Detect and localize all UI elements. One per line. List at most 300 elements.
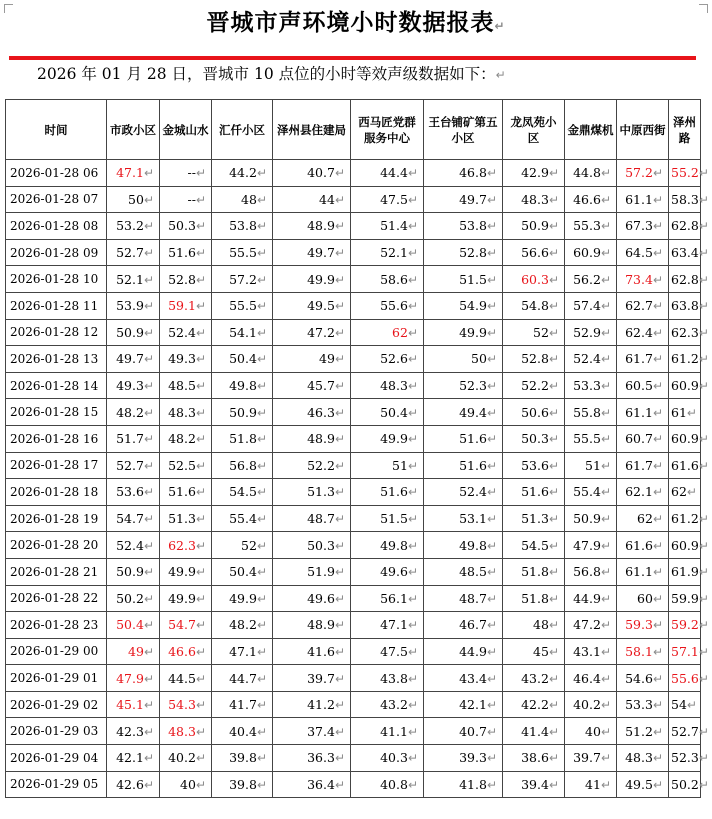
paragraph-mark-icon: ↵ (407, 671, 418, 686)
cell-value: 48.3 (625, 750, 653, 766)
header-site: 王台铺矿第五小区 (424, 100, 503, 160)
cell-value: 41.7 (229, 697, 257, 713)
paragraph-mark-icon: ↵ (407, 512, 418, 527)
value-cell (107, 266, 160, 293)
cell-value: 50.3 (307, 537, 335, 553)
paragraph-mark-icon: ↵ (600, 565, 611, 580)
cell-value: 50.9 (229, 404, 257, 420)
value-cell (565, 160, 617, 187)
value-cell (503, 638, 565, 665)
value-cell (669, 452, 709, 479)
value-cell (617, 425, 669, 452)
table-row (6, 186, 701, 213)
paragraph-mark-icon: ↵ (334, 352, 345, 367)
paragraph-mark-icon: ↵ (256, 352, 267, 367)
value-cell (351, 213, 424, 240)
header-site: 泽州县住建局 (273, 100, 351, 160)
paragraph-mark-icon: ↵ (334, 777, 345, 792)
table-row (6, 558, 701, 585)
cell-value: 48.7 (307, 511, 335, 527)
value-cell (503, 558, 565, 585)
cell-value: 53.6 (116, 484, 144, 500)
paragraph-mark-icon: ↵ (407, 591, 418, 606)
value-cell (565, 239, 617, 266)
title-divider (9, 56, 696, 60)
value-cell (351, 745, 424, 772)
paragraph-mark-icon: ↵ (548, 432, 559, 447)
value-cell (424, 319, 503, 346)
value-cell (212, 771, 273, 798)
cell-value: 48.3 (168, 723, 196, 739)
paragraph-mark-icon: ↵ (334, 512, 345, 527)
cell-value: 54.7 (168, 617, 196, 633)
value-cell (273, 665, 351, 692)
paragraph-mark-icon: ↵ (600, 777, 611, 792)
value-cell (212, 372, 273, 399)
cell-value: 40.7 (307, 165, 335, 181)
value-cell (669, 239, 709, 266)
value-cell (160, 292, 212, 319)
cell-value: 59.1 (168, 298, 196, 314)
value-cell (565, 346, 617, 373)
cell-value: 36.4 (307, 776, 335, 792)
cell-value: 63.8 (671, 298, 699, 314)
paragraph-mark-icon: ↵ (143, 219, 154, 234)
cell-value: 49.3 (116, 378, 144, 394)
cell-value: 61.2 (671, 351, 699, 367)
value-cell (212, 505, 273, 532)
paragraph-mark-icon: ↵ (195, 565, 206, 580)
value-cell (107, 665, 160, 692)
paragraph-mark-icon: ↵ (334, 671, 345, 686)
paragraph-mark-icon: ↵ (652, 698, 663, 713)
table-header-row (6, 100, 701, 160)
paragraph-mark-icon: ↵ (486, 432, 497, 447)
cell-value: 40.7 (459, 723, 487, 739)
cell-value: 49.9 (168, 564, 196, 580)
value-cell (503, 239, 565, 266)
value-cell (617, 691, 669, 718)
value-cell (669, 612, 709, 639)
cell-value: 48.3 (521, 191, 549, 207)
row-time-cell: 2026-01-28 08 (6, 213, 107, 240)
value-cell (617, 213, 669, 240)
paragraph-mark-icon: ↵ (698, 325, 709, 340)
cell-value: 45.7 (307, 378, 335, 394)
table-row (6, 399, 701, 426)
value-cell (565, 266, 617, 293)
paragraph-mark-icon: ↵ (334, 246, 345, 261)
paragraph-mark-icon: ↵ (548, 246, 559, 261)
value-cell (617, 479, 669, 506)
paragraph-mark-icon: ↵ (195, 751, 206, 766)
paragraph-mark-icon: ↵ (334, 405, 345, 420)
paragraph-mark-icon: ↵ (407, 405, 418, 420)
paragraph-mark-icon: ↵ (600, 618, 611, 633)
paragraph-mark-icon: ↵ (486, 219, 497, 234)
value-cell (617, 745, 669, 772)
paragraph-mark-icon: ↵ (698, 512, 709, 527)
header-site: 中原西街 (617, 100, 669, 160)
cell-value: 52.8 (168, 271, 196, 287)
cell-value: 39.7 (307, 670, 335, 686)
cell-value: 49.6 (307, 590, 335, 606)
cell-value: 52.4 (459, 484, 487, 500)
value-cell (565, 452, 617, 479)
cell-value: 45.1 (116, 697, 144, 713)
cell-value: 44.9 (573, 590, 601, 606)
cell-value: 62.1 (625, 484, 653, 500)
cell-value: 44.4 (380, 165, 408, 181)
cell-value: 50.9 (521, 218, 549, 234)
value-cell (212, 691, 273, 718)
paragraph-mark-icon: ↵ (407, 219, 418, 234)
cell-value: 51.8 (229, 431, 257, 447)
cell-value: 46.6 (573, 191, 601, 207)
cell-value: 44.5 (168, 670, 196, 686)
paragraph-mark-icon: ↵ (486, 325, 497, 340)
value-cell (503, 612, 565, 639)
value-cell (273, 718, 351, 745)
cell-value: 51.3 (307, 484, 335, 500)
header-site: 金鼎煤机 (565, 100, 617, 160)
value-cell (617, 319, 669, 346)
paragraph-mark-icon: ↵ (256, 644, 267, 659)
value-cell (273, 186, 351, 213)
paragraph-mark-icon: ↵ (686, 698, 697, 713)
cell-value: 45 (533, 643, 549, 659)
paragraph-mark-icon: ↵ (407, 724, 418, 739)
cell-value: 54.7 (116, 511, 144, 527)
paragraph-mark-icon: ↵ (256, 405, 267, 420)
paragraph-mark-icon: ↵ (548, 325, 559, 340)
value-cell (424, 718, 503, 745)
paragraph-mark-icon: ↵ (334, 538, 345, 553)
value-cell (107, 745, 160, 772)
paragraph-mark-icon: ↵ (334, 724, 345, 739)
cell-value: 39.7 (573, 750, 601, 766)
cell-value: 54.1 (229, 324, 257, 340)
cell-value: 47.5 (380, 191, 408, 207)
value-cell (160, 186, 212, 213)
value-cell (503, 160, 565, 187)
header-site: 龙凤苑小区 (503, 100, 565, 160)
cell-value: 60.7 (625, 431, 653, 447)
paragraph-mark-icon: ↵ (256, 777, 267, 792)
paragraph-mark-icon: ↵ (652, 379, 663, 394)
paragraph-mark-icon: ↵ (256, 272, 267, 287)
paragraph-mark-icon: ↵ (652, 644, 663, 659)
paragraph-mark-icon: ↵ (652, 352, 663, 367)
cell-value: 46.6 (168, 643, 196, 659)
row-time-cell: 2026-01-29 01 (6, 665, 107, 692)
paragraph-mark-icon: ↵ (143, 192, 154, 207)
cell-value: 38.6 (521, 750, 549, 766)
value-cell (565, 213, 617, 240)
value-cell (617, 532, 669, 559)
value-cell (617, 346, 669, 373)
value-cell (503, 292, 565, 319)
paragraph-mark-icon: ↵ (195, 299, 206, 314)
cell-value: 55.5 (573, 431, 601, 447)
paragraph-mark-icon: ↵ (652, 538, 663, 553)
value-cell (565, 425, 617, 452)
paragraph-mark-icon: ↵ (652, 166, 663, 181)
table-row (6, 452, 701, 479)
value-cell (212, 425, 273, 452)
value-cell (351, 239, 424, 266)
paragraph-mark-icon: ↵ (698, 432, 709, 447)
value-cell (565, 319, 617, 346)
paragraph-mark-icon: ↵ (652, 512, 663, 527)
paragraph-mark-icon: ↵ (698, 644, 709, 659)
paragraph-mark-icon: ↵ (407, 777, 418, 792)
paragraph-mark-icon: ↵ (195, 538, 206, 553)
value-cell (160, 612, 212, 639)
value-cell (565, 771, 617, 798)
cell-value: 60.5 (625, 378, 653, 394)
cell-value: 52.7 (671, 723, 699, 739)
paragraph-mark-icon: ↵ (407, 565, 418, 580)
value-cell (107, 532, 160, 559)
value-cell (107, 612, 160, 639)
paragraph-mark-icon: ↵ (143, 166, 154, 181)
cell-value: 53.2 (116, 218, 144, 234)
paragraph-mark-icon: ↵ (143, 698, 154, 713)
cell-value: 62 (671, 484, 687, 500)
cell-value: 53.3 (625, 697, 653, 713)
cell-value: 52.7 (116, 457, 144, 473)
table-row (6, 612, 701, 639)
cell-value: 42.9 (521, 165, 549, 181)
paragraph-mark-icon: ↵ (600, 219, 611, 234)
paragraph-mark-icon: ↵ (548, 618, 559, 633)
cell-value: 40 (585, 723, 601, 739)
paragraph-mark-icon: ↵ (698, 751, 709, 766)
paragraph-mark-icon: ↵ (486, 166, 497, 181)
table-row (6, 292, 701, 319)
paragraph-mark-icon: ↵ (548, 458, 559, 473)
table-row (6, 638, 701, 665)
value-cell (669, 532, 709, 559)
cell-value: 40 (180, 776, 196, 792)
paragraph-mark-icon: ↵ (256, 565, 267, 580)
cell-value: 50.4 (380, 404, 408, 420)
value-cell (212, 346, 273, 373)
paragraph-mark-icon: ↵ (698, 777, 709, 792)
paragraph-mark-icon: ↵ (600, 192, 611, 207)
value-cell (273, 745, 351, 772)
value-cell (273, 585, 351, 612)
table-row (6, 319, 701, 346)
row-time-cell: 2026-01-28 23 (6, 612, 107, 639)
cell-value: 50.6 (521, 404, 549, 420)
paragraph-mark-icon: ↵ (600, 246, 611, 261)
value-cell (212, 186, 273, 213)
cell-value: 53.3 (573, 378, 601, 394)
paragraph-mark-icon: ↵ (652, 591, 663, 606)
paragraph-mark-icon: ↵ (548, 405, 559, 420)
value-cell (273, 479, 351, 506)
value-cell (503, 771, 565, 798)
paragraph-mark-icon: ↵ (652, 724, 663, 739)
paragraph-mark-icon: ↵ (195, 618, 206, 633)
value-cell (424, 505, 503, 532)
header-site: 市政小区 (107, 100, 160, 160)
value-cell (273, 425, 351, 452)
value-cell (503, 266, 565, 293)
value-cell (617, 718, 669, 745)
paragraph-mark-icon: ↵ (195, 219, 206, 234)
paragraph-mark-icon: ↵ (652, 485, 663, 500)
cell-value: 48.3 (168, 404, 196, 420)
cell-value: 51.3 (168, 511, 196, 527)
value-cell (107, 479, 160, 506)
value-cell (351, 558, 424, 585)
paragraph-mark-icon: ↵ (548, 272, 559, 287)
value-cell (565, 558, 617, 585)
table-row (6, 532, 701, 559)
cell-value: 49.9 (307, 271, 335, 287)
cell-value: 47.5 (380, 643, 408, 659)
value-cell (669, 505, 709, 532)
value-cell (351, 505, 424, 532)
cell-value: 55.5 (229, 298, 257, 314)
cell-value: 60.9 (573, 245, 601, 261)
paragraph-mark-icon: ↵ (407, 272, 418, 287)
value-cell (351, 292, 424, 319)
value-cell (273, 638, 351, 665)
cell-value: 51.8 (521, 590, 549, 606)
paragraph-mark-icon: ↵ (486, 618, 497, 633)
paragraph-mark-icon: ↵ (698, 379, 709, 394)
value-cell (107, 372, 160, 399)
cell-value: 41.2 (307, 697, 335, 713)
value-cell (160, 452, 212, 479)
cell-value: 52 (241, 537, 257, 553)
paragraph-mark-icon: ↵ (256, 724, 267, 739)
paragraph-mark-icon: ↵ (600, 272, 611, 287)
paragraph-mark-icon: ↵ (256, 698, 267, 713)
paragraph-mark-icon: ↵ (686, 485, 697, 500)
value-cell (669, 186, 709, 213)
table-row (6, 585, 701, 612)
cell-value: 41.6 (307, 643, 335, 659)
value-cell (107, 558, 160, 585)
cell-value: 40.4 (229, 723, 257, 739)
value-cell (351, 479, 424, 506)
cell-value: 50.9 (116, 324, 144, 340)
value-cell (160, 771, 212, 798)
table-row (6, 160, 701, 187)
paragraph-mark-icon: ↵ (407, 644, 418, 659)
paragraph-mark-icon: ↵ (600, 432, 611, 447)
paragraph-mark-icon: ↵ (486, 591, 497, 606)
value-cell (503, 718, 565, 745)
paragraph-mark-icon: ↵ (548, 724, 559, 739)
cell-value: 60.9 (671, 378, 699, 394)
cell-value: 49.5 (625, 776, 653, 792)
value-cell (669, 319, 709, 346)
value-cell (273, 691, 351, 718)
paragraph-mark-icon: ↵ (698, 591, 709, 606)
paragraph-mark-icon: ↵ (334, 485, 345, 500)
paragraph-mark-icon: ↵ (486, 458, 497, 473)
paragraph-mark-icon: ↵ (256, 246, 267, 261)
cell-value: 56.6 (521, 245, 549, 261)
paragraph-mark-icon: ↵ (334, 458, 345, 473)
value-cell (273, 399, 351, 426)
paragraph-mark-icon: ↵ (698, 192, 709, 207)
value-cell (273, 372, 351, 399)
cell-value: 43.4 (459, 670, 487, 686)
value-cell (503, 372, 565, 399)
table-row (6, 372, 701, 399)
paragraph-mark-icon: ↵ (256, 538, 267, 553)
paragraph-mark-icon: ↵ (334, 618, 345, 633)
value-cell (503, 319, 565, 346)
cell-value: 49.8 (380, 537, 408, 553)
value-cell (351, 266, 424, 293)
value-cell (160, 745, 212, 772)
paragraph-mark-icon: ↵ (652, 458, 663, 473)
paragraph-mark-icon: ↵ (195, 432, 206, 447)
paragraph-mark-icon: ↵ (195, 777, 206, 792)
paragraph-mark-icon: ↵ (407, 698, 418, 713)
row-time-cell: 2026-01-28 21 (6, 558, 107, 585)
value-cell (160, 266, 212, 293)
value-cell (212, 638, 273, 665)
cell-value: 57.1 (671, 643, 699, 659)
value-cell (617, 399, 669, 426)
paragraph-mark-icon: ↵ (143, 485, 154, 500)
cell-value: 42.3 (116, 723, 144, 739)
cell-value: 51.6 (459, 457, 487, 473)
paragraph-mark-icon: ↵ (600, 751, 611, 766)
value-cell (107, 718, 160, 745)
value-cell (160, 213, 212, 240)
value-cell (273, 532, 351, 559)
paragraph-mark-icon: ↵ (486, 379, 497, 394)
paragraph-mark-icon: ↵ (334, 565, 345, 580)
cell-value: 47.1 (380, 617, 408, 633)
value-cell (503, 213, 565, 240)
paragraph-mark-icon: ↵ (486, 272, 497, 287)
cell-value: 51.6 (521, 484, 549, 500)
paragraph-mark-icon: ↵ (698, 352, 709, 367)
cell-value: 55.6 (671, 670, 699, 686)
value-cell (212, 319, 273, 346)
value-cell (617, 452, 669, 479)
paragraph-mark-icon: ↵ (698, 458, 709, 473)
cell-value: 48.7 (459, 590, 487, 606)
cell-value: 55.5 (229, 245, 257, 261)
paragraph-mark-icon: ↵ (334, 272, 345, 287)
value-cell (565, 691, 617, 718)
paragraph-mark-icon: ↵ (256, 219, 267, 234)
value-cell (565, 186, 617, 213)
value-cell (351, 532, 424, 559)
cell-value: 55.6 (380, 298, 408, 314)
value-cell (107, 186, 160, 213)
cell-value: 53.8 (229, 218, 257, 234)
value-cell (212, 399, 273, 426)
cell-value: 52.4 (168, 324, 196, 340)
cell-value: 39.8 (229, 750, 257, 766)
header-site: 西马匠党群服务中心 (351, 100, 424, 160)
cell-value: 55.3 (573, 218, 601, 234)
paragraph-mark-icon: ↵ (143, 512, 154, 527)
